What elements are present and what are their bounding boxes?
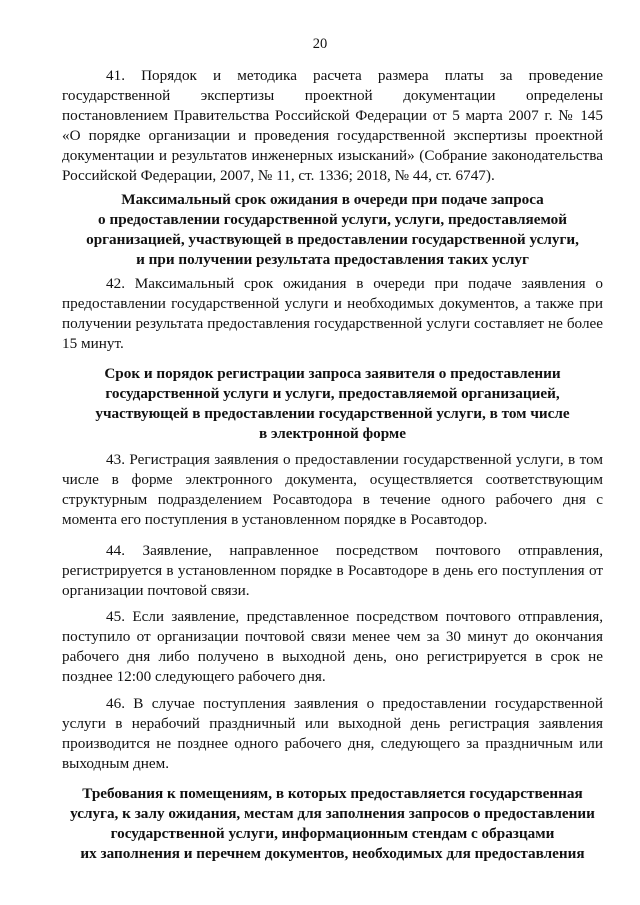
paragraph-43: 43. Регистрация заявления о предоставлении государственной услуги, в том числе в форме электронного документа, осуществляется соответствующим структурным подразделением Росавтодора в течение одного рабочего дня с момента его поступления в установленном порядке в Росавтодор. [62, 451, 603, 528]
heading-line: и при получении результата предоставления таких услуг [136, 251, 529, 268]
heading-line: услуга, к залу ожидания, местам для заполнения запросов о предоставлении [70, 805, 595, 822]
page-number: 20 [312, 36, 328, 52]
heading-line: в электронной форме [258, 425, 407, 442]
heading-line: участвующей в предоставлении государственной услуги, в том числе [95, 405, 570, 422]
heading-line: о предоставлении государственной услуги, услуги, предоставляемой [98, 211, 567, 228]
heading-line: Требования к помещениям, в которых предоставляется государственная [82, 785, 583, 802]
paragraph-41: 41. Порядок и методика расчета размера платы за проведение государственной экспертизы проектной документации определены постановлением Правительства Российской Федерации от 5 марта 2007 г. № 145 «О порядке организации и проведения государственной экспертизы проектной документации и результатов инженерных изысканий» (Собрание законодательства Российской Федерации, 2007, № 11, ст. 1336; 2018, № 44, ст. 6747). [62, 67, 603, 184]
heading-line: организацией, участвующей в предоставлении государственной услуги, [86, 231, 579, 248]
paragraph-44: 44. Заявление, направленное посредством почтового отправления, регистрируется в установленном порядке в Росавтодоре в день его поступления от организации почтовой связи. [62, 542, 603, 599]
paragraph-42: 42. Максимальный срок ожидания в очереди при подаче заявления о предоставлении государственной услуги и необходимых документов, а также при получении результата предоставления государственной услуги составляет не более 15 минут. [62, 275, 603, 352]
heading-line: государственной услуги и услуги, предоставляемой организацией, [105, 385, 560, 402]
section-heading-registration [62, 364, 603, 444]
paragraph-45: 45. Если заявление, представленное посредством почтового отправления, поступило от организации почтовой связи менее чем за 30 минут до окончания рабочего дня либо получено в выходной день, оно регистрируется в срок не позднее 12:00 следующего рабочего дня. [62, 608, 603, 685]
section-heading-waiting-time [62, 190, 603, 270]
heading-line: государственной услуги, информационным стендам с образцами [110, 825, 555, 842]
paragraph-46: 46. В случае поступления заявления о предоставлении государственной услуги в нерабочий праздничный или выходной день регистрация заявления производится не позднее одного рабочего дня, следующего за праздничным или выходным днем. [62, 695, 603, 772]
section-heading-premises [62, 784, 603, 864]
heading-line: их заполнения и перечнем документов, необходимых для предоставления [80, 845, 585, 862]
heading-line: Срок и порядок регистрации запроса заявителя о предоставлении [104, 365, 561, 382]
heading-line: Максимальный срок ожидания в очереди при подаче запроса [121, 191, 544, 208]
